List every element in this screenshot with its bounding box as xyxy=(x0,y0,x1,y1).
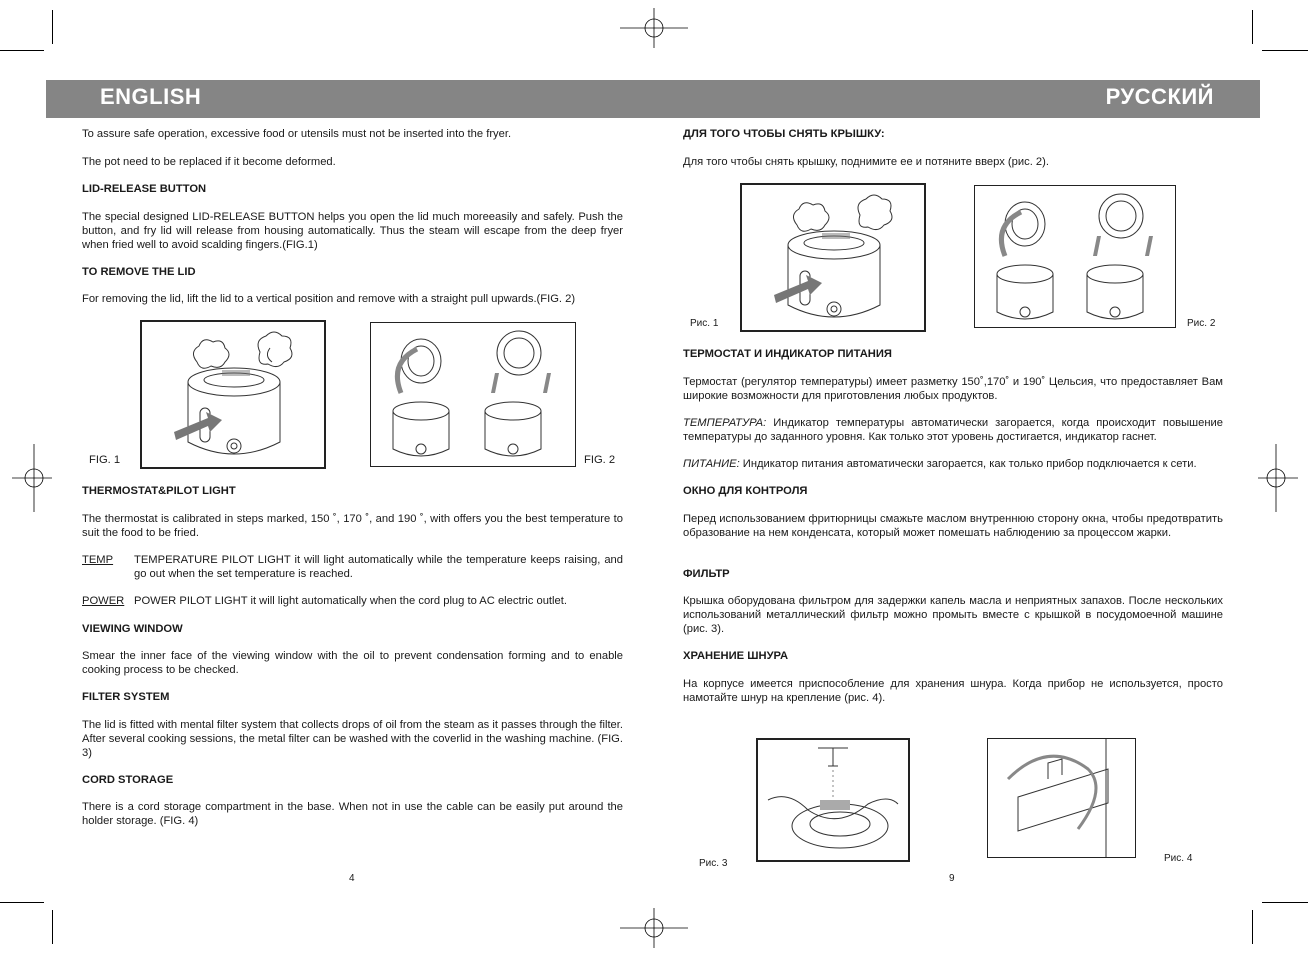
cord-storage-illustration xyxy=(988,739,1135,857)
registration-mark-top xyxy=(620,8,688,48)
fryer-steam-illustration xyxy=(142,322,324,467)
ru-fig1-image xyxy=(740,183,926,332)
en-para-safe-operation: To assure safe operation, excessive food or utensils must not be inserted into the fryer. xyxy=(82,128,512,140)
en-para-thermostat: The thermostat is calibrated in steps marked, 150 ˚, 170 ˚, and 190 ˚, with offers you the best temperature to suit the food to be fried. xyxy=(82,513,623,539)
en-fig1-image xyxy=(140,320,326,469)
en-fig1-label: FIG. 1 xyxy=(89,454,121,466)
ru-power-item xyxy=(683,458,1223,472)
ru-power-term: ПИТАНИЕ: xyxy=(683,458,740,470)
ru-heading-thermostat: ТЕРМОСТАТ И ИНДИКАТОР ПИТАНИЯ xyxy=(683,348,892,360)
en-heading-filter: FILTER SYSTEM xyxy=(82,691,170,703)
en-para-lid-release: The special designed LID-RELEASE BUTTON helps you open the lid much moreeasily and safely. Push the button, and fry lid will release from housing automatically. Thus the steam will escape from the deep fryer when fried well to avoid scalding fingers.(FIG.1) xyxy=(82,211,623,251)
ru-fig2-label: Рис. 2 xyxy=(1187,318,1216,329)
ru-heading-viewing-window: ОКНО ДЛЯ КОНТРОЛЯ xyxy=(683,485,808,497)
language-header-bar xyxy=(46,80,1260,118)
fryer-lid-removal-illustration-ru xyxy=(975,186,1175,327)
en-para-pot: The pot need to be replaced if it become deformed. xyxy=(82,156,336,168)
ru-heading-remove-lid: ДЛЯ ТОГО ЧТОБЫ СНЯТЬ КРЫШКУ: xyxy=(683,128,885,140)
fryer-steam-illustration-ru xyxy=(742,185,924,330)
en-fig2-label: FIG. 2 xyxy=(584,454,616,466)
russian-title: РУССКИЙ xyxy=(1105,84,1214,109)
ru-heading-filter: ФИЛЬТР xyxy=(683,568,730,580)
en-heading-viewing-window: VIEWING WINDOW xyxy=(82,623,183,635)
ru-temp-item xyxy=(683,417,1223,445)
en-para-viewing-window: Smear the inner face of the viewing window with the oil to prevent condensation forming and to enable cooking process to be checked. xyxy=(82,650,623,676)
en-temp-desc: TEMPERATURE PILOT LIGHT it will light automatically while the temperature keeps raising, and go out when the set temperature is reached. xyxy=(134,554,623,580)
en-para-remove-lid: For removing the lid, lift the lid to a vertical position and remove with a straight pull upwards.(FIG. 2) xyxy=(82,293,576,305)
ru-para-filter: Крышка оборудована фильтром для задержки капель масла и неприятных запахов. После нескольких использований металлический фильтр можно промыть вместе с крышкой в посудомоечной машине (рис. 3). xyxy=(683,595,1223,635)
en-heading-thermostat: THERMOSTAT&PILOT LIGHT xyxy=(82,485,236,497)
en-heading-lid-release: LID-RELEASE BUTTON xyxy=(82,183,207,195)
ru-fig3-image xyxy=(756,738,910,862)
en-fig2-image xyxy=(370,322,576,467)
en-temp-term: TEMP xyxy=(82,554,114,566)
ru-heading-cord: ХРАНЕНИЕ ШНУРА xyxy=(683,650,789,662)
ru-fig2-image xyxy=(974,185,1176,328)
en-power-item xyxy=(82,595,623,609)
ru-fig4-label: Рис. 4 xyxy=(1164,853,1193,864)
en-page-number: 4 xyxy=(349,873,355,884)
ru-fig3-label: Рис. 3 xyxy=(699,858,728,869)
fryer-lid-removal-illustration xyxy=(371,323,575,466)
ru-para-viewing-window: Перед использованием фритюрницы смажьте маслом внутреннюю сторону окна, чтобы предотвратить образование на нем конденсата, который может помешать наблюдению за процессом жарки. xyxy=(683,513,1223,539)
en-power-desc: POWER PILOT LIGHT it will light automatically when the cord plug to AC electric outlet. xyxy=(134,595,567,607)
ru-page-number: 9 xyxy=(949,873,955,884)
lid-washing-illustration xyxy=(758,740,908,860)
ru-para-remove-lid: Для того чтобы снять крышку, поднимите ее и потяните вверх (рис. 2). xyxy=(683,156,1049,168)
en-para-filter: The lid is fitted with mental filter system that collects drops of oil from the steam as it passes through the filter. After several cooking sessions, the metal filter can be washed with the coverlid in the washing machine. (FIG. 3) xyxy=(82,719,623,759)
ru-power-desc: Индикатор питания автоматически загорается, как только прибор подключается к сети. xyxy=(739,458,1197,470)
en-heading-remove-lid: TO REMOVE THE LID xyxy=(82,266,196,278)
ru-fig4-image xyxy=(987,738,1136,858)
en-power-term: POWER xyxy=(82,595,125,607)
english-title: ENGLISH xyxy=(100,84,202,109)
registration-mark-left xyxy=(12,444,52,512)
en-temp-item xyxy=(82,554,623,582)
ru-temp-desc: Индикатор температуры автоматически загорается, когда происходит повышение температуры до заданного уровня. Как только этот уровень достигается, индикатор гаснет. xyxy=(683,417,1223,443)
registration-mark-bottom xyxy=(620,908,688,948)
en-heading-cord: CORD STORAGE xyxy=(82,774,174,786)
registration-mark-right xyxy=(1258,444,1298,512)
en-para-cord: There is a cord storage compartment in the base. When not in use the cable can be easily put around the holder storage. (FIG. 4) xyxy=(82,801,623,827)
ru-temp-term: ТЕМПЕРАТУРА: xyxy=(683,417,767,429)
ru-fig1-label: Рис. 1 xyxy=(690,318,719,329)
ru-para-thermostat: Термостат (регулятор температуры) имеет разметку 150˚,170˚ и 190˚ Цельсия, что предоставляет Вам широкие возможности для приготовления любых продуктов. xyxy=(683,376,1223,402)
ru-para-cord: На корпусе имеется приспособление для хранения шнура. Когда прибор не используется, просто намотайте шнур на крепление (рис. 4). xyxy=(683,678,1223,704)
